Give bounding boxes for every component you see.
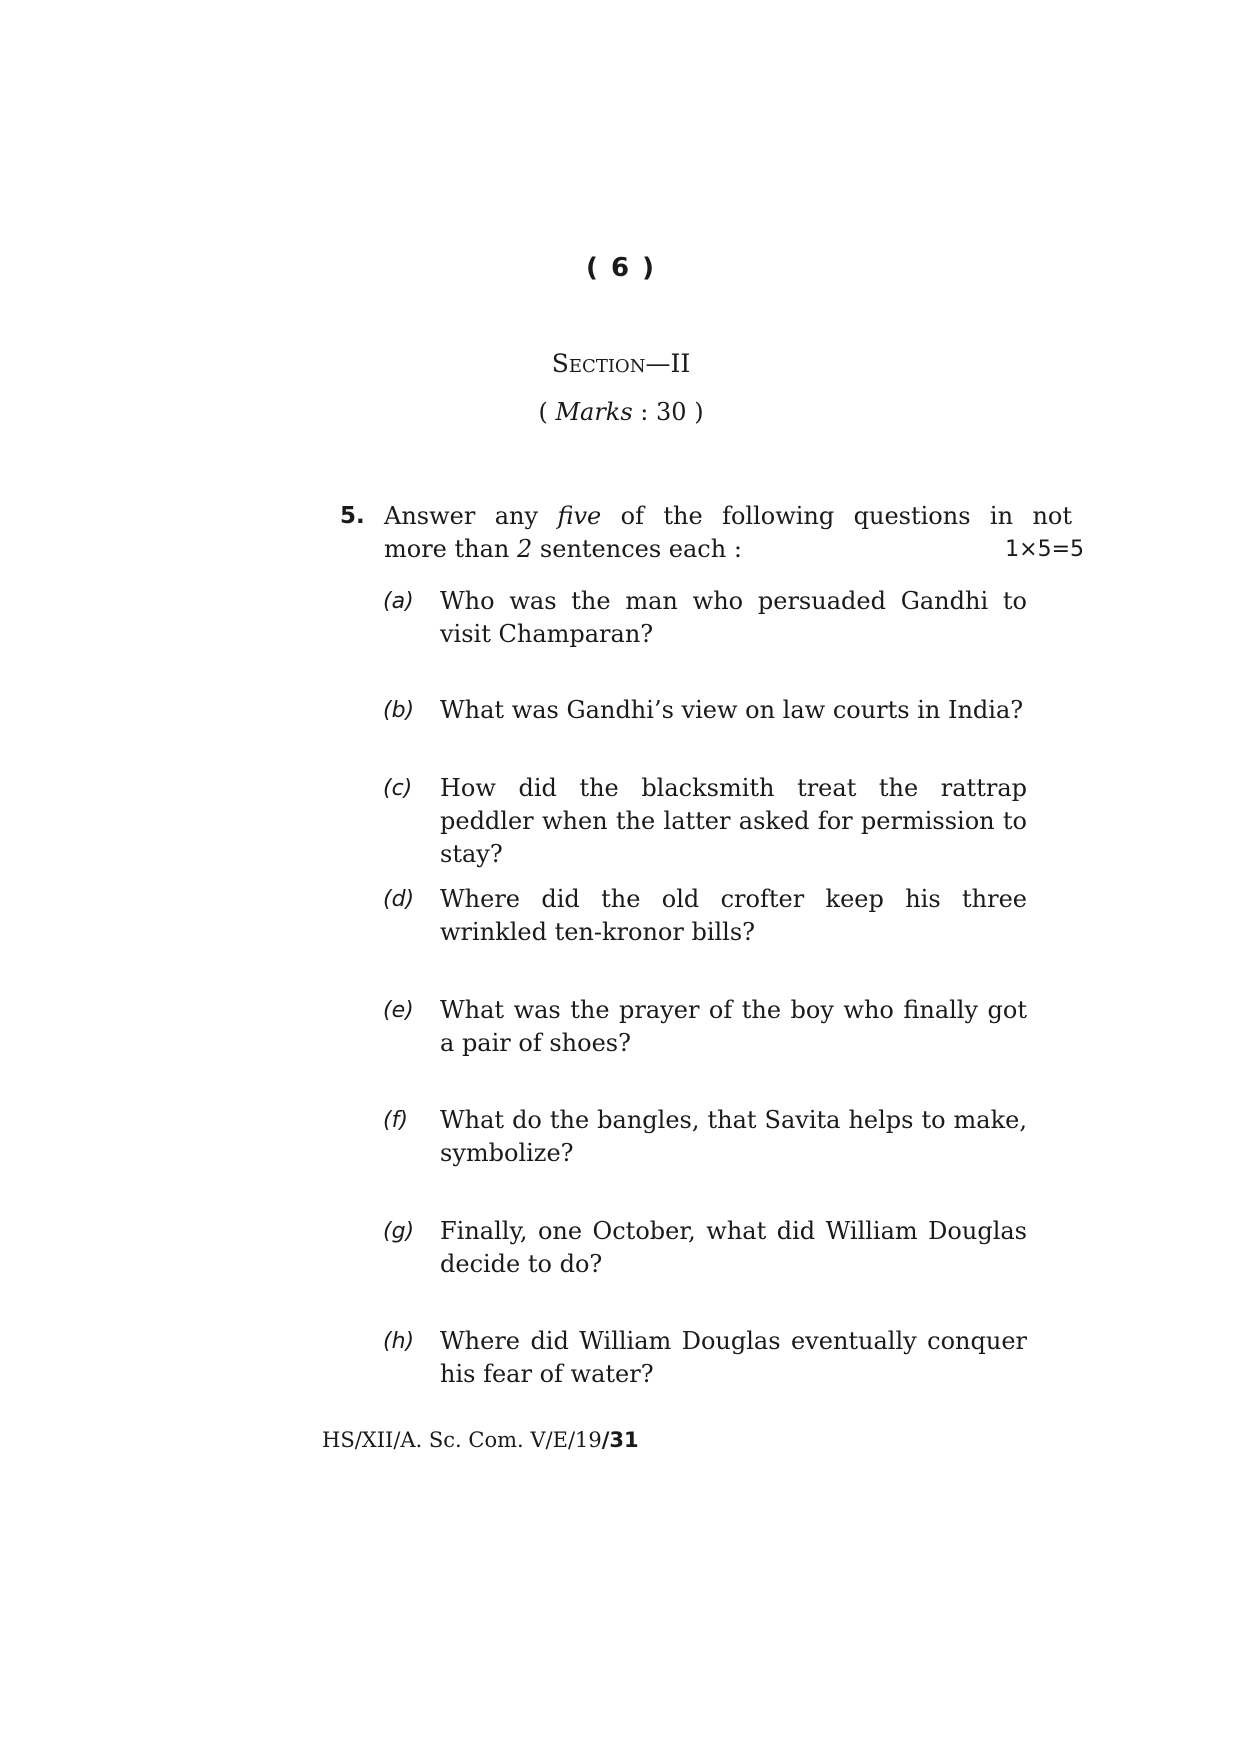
subquestion-text: What was Gandhi’s view on law courts in India? [440, 696, 1024, 724]
question-5 [340, 500, 1100, 566]
subquestion-text: Who was the man who persuaded Gandhi to visit Champaran? [440, 587, 1027, 648]
subquestion-d [383, 883, 1035, 949]
subquestion-text: How did the blacksmith treat the rattrap peddler when the latter asked for permission to stay? [440, 774, 1027, 868]
instruction-line-1 [384, 500, 1072, 533]
section-title: Section—II [551, 349, 691, 378]
subquestion-label: (d) [383, 887, 415, 912]
section-marks: ( Marks : 30 ) [538, 398, 704, 426]
question-marks: 1×5=5 [1005, 537, 1084, 562]
subquestion-c [383, 772, 1035, 871]
marks-label: Marks [555, 398, 633, 426]
subquestion-b [383, 694, 1035, 727]
instruction-text-3: more than [384, 535, 518, 563]
subquestion-text: Where did the old crofter keep his three wrinkled ten-kronor bills? [440, 885, 1027, 946]
subquestion-label: (e) [383, 998, 414, 1023]
subquestion-e [383, 994, 1035, 1060]
subquestion-f [383, 1104, 1035, 1170]
subquestion-label: (g) [383, 1219, 415, 1244]
instruction-text-2: of the following questions in not [601, 502, 1072, 530]
marks-value: : 30 [640, 398, 687, 426]
subquestion-label: (h) [383, 1329, 415, 1354]
subquestion-label: (f) [383, 1108, 408, 1133]
subquestion-text: Where did William Douglas eventually conquer his fear of water? [440, 1327, 1027, 1388]
subquestion-text: What do the bangles, that Savita helps to make, symbolize? [440, 1106, 1027, 1167]
subquestion-text: What was the prayer of the boy who finally got a pair of shoes? [440, 996, 1027, 1057]
paper-code-footer [322, 1428, 639, 1452]
subquestion-label: (a) [383, 589, 414, 614]
paper-code: HS/XII/A. Sc. Com. V/E/19 [322, 1428, 602, 1452]
subquestion-text: Finally, one October, what did William Douglas decide to do? [440, 1217, 1027, 1278]
paper-code-suffix: /31 [601, 1428, 639, 1452]
subquestion-a [383, 585, 1035, 651]
instruction-text-4: sentences each : [532, 535, 742, 563]
instruction-line-2 [384, 533, 1072, 566]
question-instruction [384, 500, 1072, 566]
instruction-text-1: Answer any [384, 502, 558, 530]
page-number: ( 6 ) [586, 253, 656, 283]
subquestion-label: (b) [383, 698, 415, 723]
subquestion-g [383, 1215, 1035, 1281]
subquestion-label: (c) [383, 776, 413, 801]
instruction-emphasis-five: five [557, 502, 602, 530]
subquestion-h [383, 1325, 1035, 1391]
question-number: 5. [340, 503, 365, 529]
instruction-emphasis-two: 2 [517, 535, 533, 563]
